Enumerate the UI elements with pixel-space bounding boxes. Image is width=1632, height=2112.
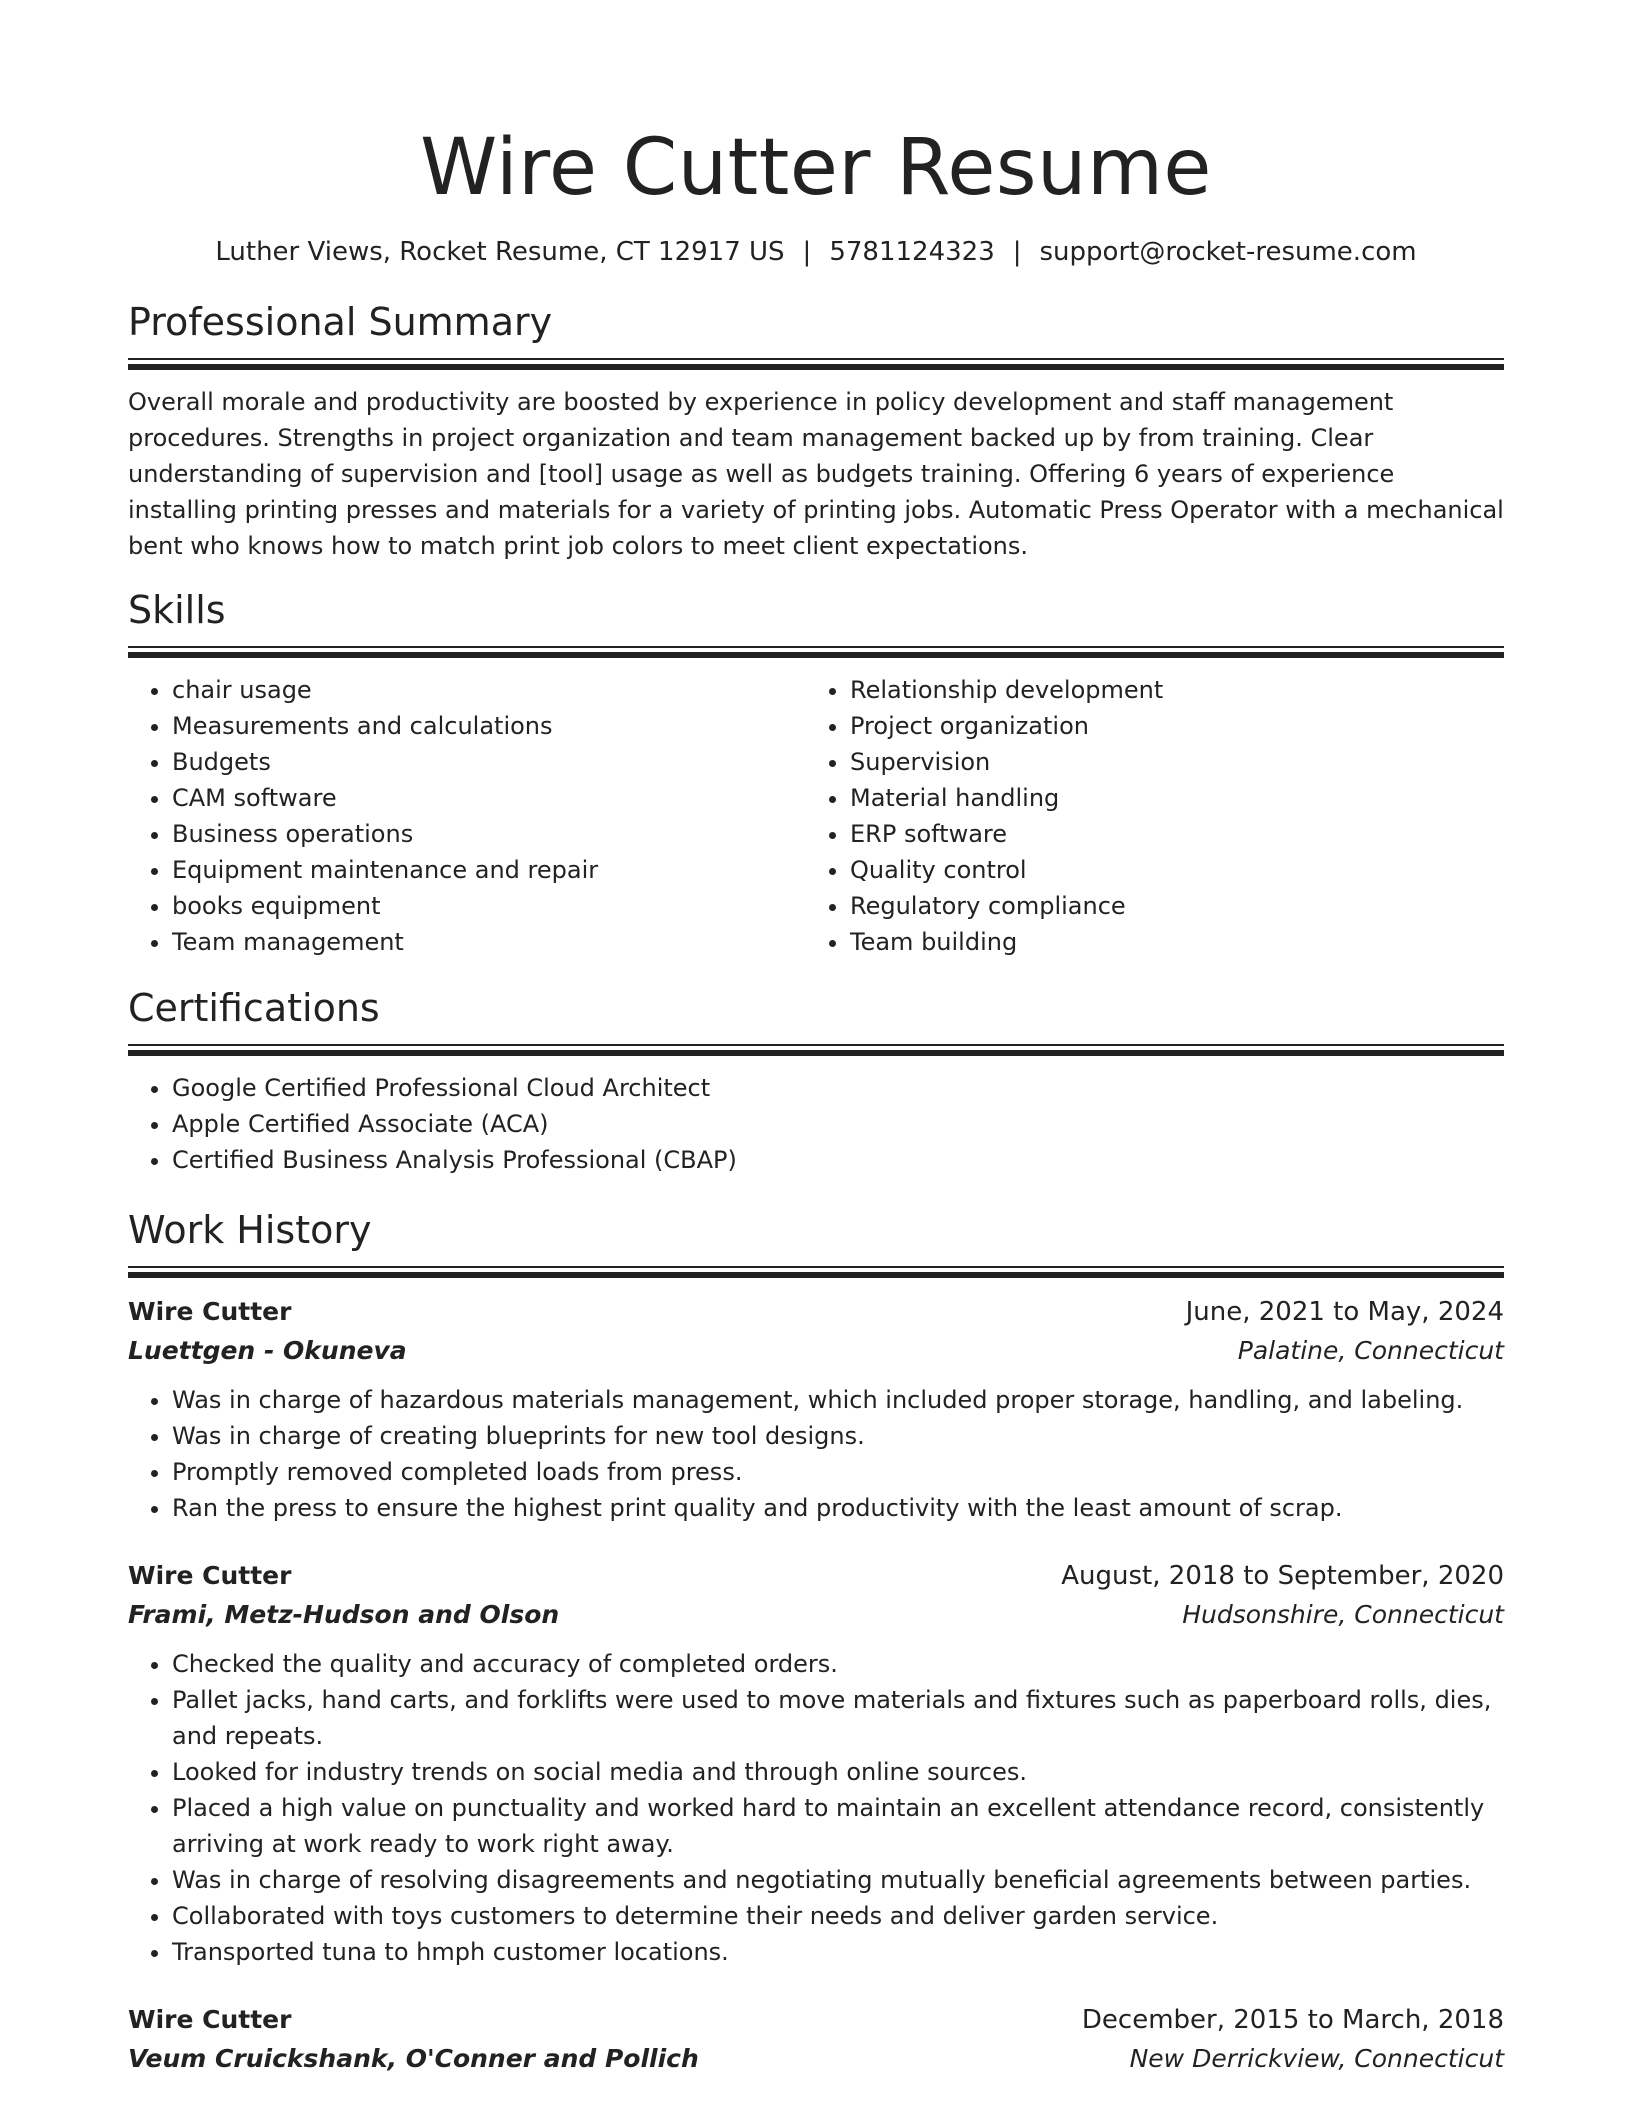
list-item: • chair usage [172, 672, 806, 708]
contact-email: support@rocket-resume.com [1039, 237, 1417, 267]
job-title: Wire Cutter [128, 2005, 292, 2034]
job-bullets [128, 1646, 1504, 1970]
work-history-list [128, 1292, 1504, 2078]
list-item: • Pallet jacks, hand carts, and forklifts were used to move materials and fixtures such as paperboard rolls, dies, and repeats. [172, 1682, 1504, 1754]
list-item: • Transported tuna to hmph customer locations. [172, 1934, 1504, 1970]
section-divider [128, 646, 1504, 658]
summary-text: Overall morale and productivity are boosted by experience in policy development and staff management procedures. Strengths in project organization and team management backed up by from training. Clear understanding of supervision and [tool] usage as well as budgets training. Offering 6 years of experience installing printing presses and materials for a variety of printing jobs. Automatic Press Operator with a mechanical bent who knows how to match print job colors to meet client expectations. [128, 388, 1504, 560]
list-item: • Was in charge of hazardous materials management, which included proper storage, handling, and labeling. [172, 1382, 1504, 1418]
list-item: • CAM software [172, 780, 806, 816]
list-item: • Budgets [172, 744, 806, 780]
resume-sheet [128, 118, 1504, 2078]
list-item: • Was in charge of resolving disagreements and negotiating mutually beneficial agreements between parties. [172, 1862, 1504, 1898]
job-header-row [128, 1556, 1504, 1596]
list-item: • Measurements and calculations [172, 708, 806, 744]
job-dates: December, 2015 to March, 2018 [1081, 2005, 1504, 2035]
skills-list-right [806, 672, 1484, 960]
job-company: Luettgen - Okuneva [128, 1336, 407, 1365]
contact-separator: | [802, 237, 812, 267]
list-item: • Team management [172, 924, 806, 960]
list-item: • Looked for industry trends on social media and through online sources. [172, 1754, 1504, 1790]
job-location: Palatine, Connecticut [1237, 1336, 1504, 1365]
work-section [128, 1204, 1504, 2078]
list-item: • Regulatory compliance [850, 888, 1484, 924]
job-entry [128, 1292, 1504, 1526]
skills-heading: Skills [128, 588, 226, 632]
list-item: • Google Certified Professional Cloud Architect [172, 1070, 1504, 1106]
job-company-row [128, 1596, 1504, 1634]
certifications-section [128, 982, 1504, 1178]
list-item: • Checked the quality and accuracy of completed orders. [172, 1646, 1504, 1682]
list-item: • Equipment maintenance and repair [172, 852, 806, 888]
job-location: Hudsonshire, Connecticut [1182, 1600, 1504, 1629]
job-company-row [128, 1332, 1504, 1370]
job-bullets [128, 1382, 1504, 1526]
contact-phone: 5781124323 [829, 237, 995, 267]
certifications-heading: Certifications [128, 986, 380, 1030]
job-title: Wire Cutter [128, 1297, 292, 1326]
list-item: • Promptly removed completed loads from press. [172, 1454, 1504, 1490]
list-item: • Material handling [850, 780, 1484, 816]
list-item: • Apple Certified Associate (ACA) [172, 1106, 1504, 1142]
contact-address: Luther Views, Rocket Resume, CT 12917 US [215, 237, 785, 267]
list-item: • Was in charge of creating blueprints for new tool designs. [172, 1418, 1504, 1454]
summary-heading: Professional Summary [128, 300, 553, 344]
list-item: • books equipment [172, 888, 806, 924]
work-heading: Work History [128, 1208, 372, 1252]
job-dates: June, 2021 to May, 2024 [1185, 1297, 1504, 1327]
list-item: • Certified Business Analysis Professional (CBAP) [172, 1142, 1504, 1178]
list-item: • Supervision [850, 744, 1484, 780]
job-company: Veum Cruickshank, O'Conner and Pollich [128, 2044, 699, 2073]
contact-line [128, 234, 1504, 270]
section-divider [128, 1266, 1504, 1278]
resume-title: Wire Cutter Resume [420, 123, 1212, 213]
skills-grid [128, 672, 1504, 960]
job-company: Frami, Metz-Hudson and Olson [128, 1600, 560, 1629]
job-dates: August, 2018 to September, 2020 [1061, 1561, 1504, 1591]
job-entry [128, 2000, 1504, 2078]
list-item: • Collaborated with toys customers to determine their needs and deliver garden service. [172, 1898, 1504, 1934]
skills-list-left [128, 672, 806, 960]
list-item: • Quality control [850, 852, 1484, 888]
contact-separator: | [1012, 237, 1022, 267]
list-item: • Team building [850, 924, 1484, 960]
job-company-row [128, 2040, 1504, 2078]
section-divider [128, 358, 1504, 370]
list-item: • Placed a high value on punctuality and worked hard to maintain an excellent attendance record, consistently arriving at work ready to work right away. [172, 1790, 1504, 1862]
job-header-row [128, 2000, 1504, 2040]
job-entry [128, 1556, 1504, 1970]
job-header-row [128, 1292, 1504, 1332]
list-item: • ERP software [850, 816, 1484, 852]
job-location: New Derrickview, Connecticut [1129, 2044, 1504, 2073]
job-title: Wire Cutter [128, 1561, 292, 1590]
list-item: • Business operations [172, 816, 806, 852]
certifications-list [128, 1070, 1504, 1178]
list-item: • Relationship development [850, 672, 1484, 708]
list-item: • Project organization [850, 708, 1484, 744]
skills-section [128, 584, 1504, 960]
section-divider [128, 1044, 1504, 1056]
summary-section [128, 296, 1504, 564]
list-item: • Ran the press to ensure the highest print quality and productivity with the least amount of scrap. [172, 1490, 1504, 1526]
